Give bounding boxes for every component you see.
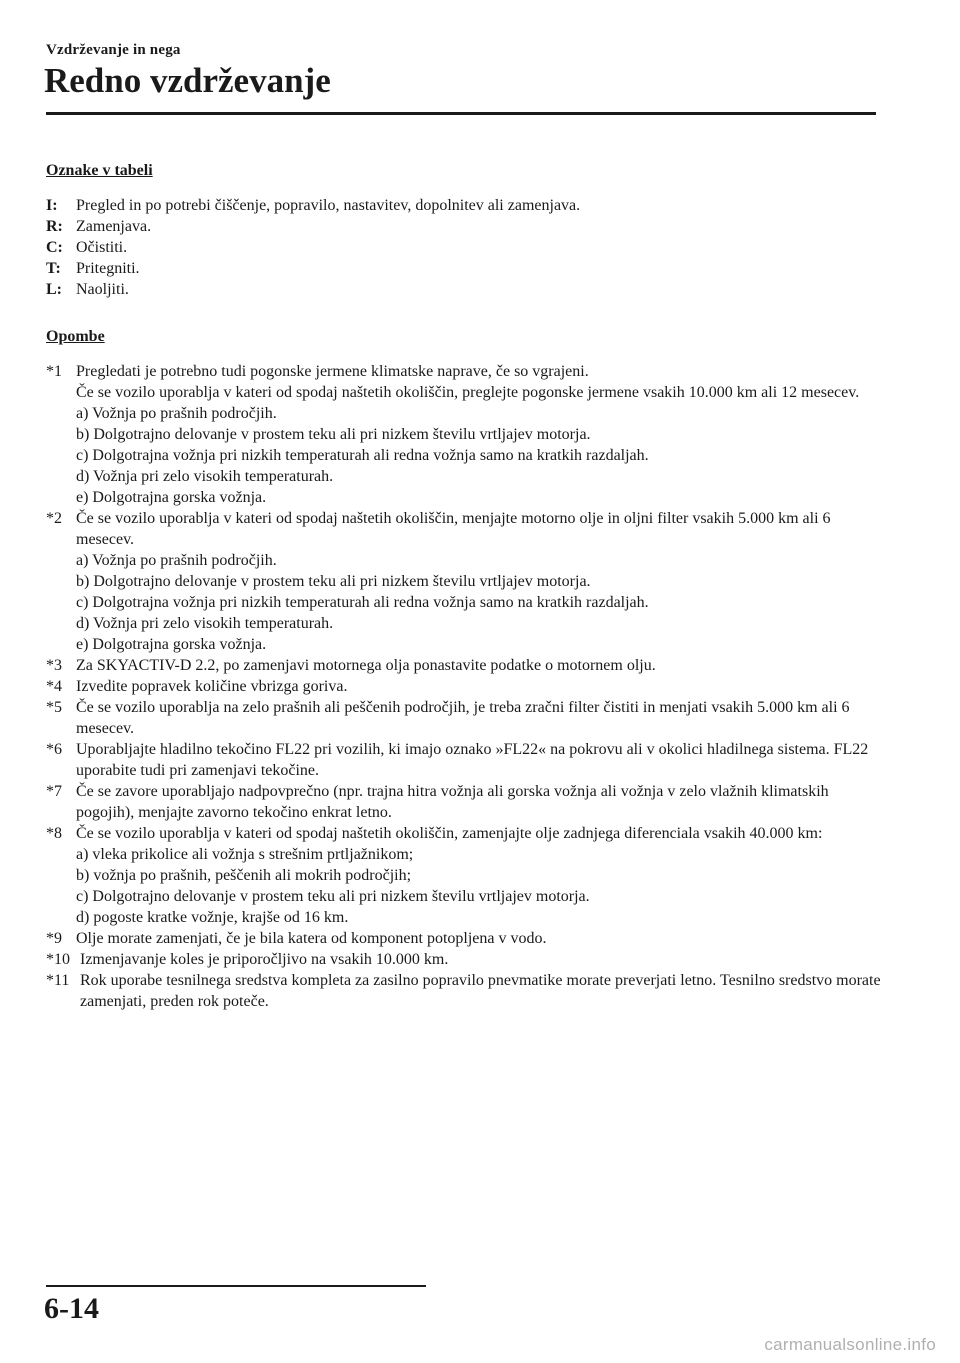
- legend-key: R:: [46, 218, 63, 235]
- legend-item: [46, 279, 886, 300]
- note-line: b) Dolgotrajno delovanje v prostem teku ali pri nizkem številu vrtljajev motorja.: [76, 573, 591, 590]
- watermark: carmanualsonline.info: [764, 1335, 936, 1354]
- content: [46, 160, 886, 1012]
- legend-text: Zamenjava.: [76, 218, 152, 235]
- note-line: b) Dolgotrajno delovanje v prostem teku ali pri nizkem številu vrtljajev motorja.: [76, 426, 591, 443]
- note-item: [46, 739, 886, 781]
- note-line: e) Dolgotrajna gorska vožnja.: [76, 489, 267, 506]
- legend-item: [46, 195, 886, 216]
- note-line: d) Vožnja pri zelo visokih temperaturah.: [76, 615, 334, 632]
- note-item: [46, 655, 886, 676]
- note-body: [76, 739, 886, 781]
- note-line: Izvedite popravek količine vbrizga goriva.: [76, 678, 348, 695]
- note-body: [76, 361, 886, 508]
- note-key: *5: [46, 699, 62, 716]
- note-line: Izmenjavanje koles je priporočljivo na vsakih 10.000 km.: [80, 951, 449, 968]
- page-number: 6-14: [44, 1292, 99, 1325]
- note-body: [80, 949, 886, 970]
- note-item: [46, 781, 886, 823]
- note-line: Če se vozilo uporablja na zelo prašnih ali peščenih področjih, je treba zračni filter čistiti in menjati vsakih 5.000 km ali 6 mesecev.: [76, 699, 850, 737]
- note-key: *3: [46, 657, 62, 674]
- note-item: [46, 508, 886, 655]
- note-key: *7: [46, 783, 62, 800]
- note-line: Če se vozilo uporablja v kateri od spodaj naštetih okoliščin, preglejte pogonske jermene vsakih 10.000 km ali 12 mesecev.: [76, 384, 860, 401]
- legend-text: Pregled in po potrebi čiščenje, popravilo, nastavitev, dopolnitev ali zamenjava.: [76, 197, 581, 214]
- note-item: [46, 676, 886, 697]
- note-line: Olje morate zamenjati, če je bila katera od komponent potopljena v vodo.: [76, 930, 547, 947]
- note-line: e) Dolgotrajna gorska vožnja.: [76, 636, 267, 653]
- note-line: b) vožnja po prašnih, peščenih ali mokrih področjih;: [76, 867, 412, 884]
- legend-key: L:: [46, 281, 62, 298]
- legend-list: [46, 195, 886, 300]
- legend-item: [46, 237, 886, 258]
- section-label: Vzdrževanje in nega: [46, 42, 181, 58]
- note-key: *4: [46, 678, 62, 695]
- legend-key: I:: [46, 197, 58, 214]
- note-line: d) Vožnja pri zelo visokih temperaturah.: [76, 468, 334, 485]
- note-line: c) Dolgotrajna vožnja pri nizkih temperaturah ali redna vožnja samo na kratkih razdaljah.: [76, 447, 649, 464]
- notes-heading: Opombe: [46, 328, 105, 345]
- note-line: Če se vozilo uporablja v kateri od spodaj naštetih okoliščin, menjajte motorno olje in oljni filter vsakih 5.000 km ali 6 mesecev.: [76, 510, 831, 548]
- note-line: d) pogoste kratke vožnje, krajše od 16 km.: [76, 909, 349, 926]
- note-body: [76, 676, 886, 697]
- legend-item: [46, 258, 886, 279]
- note-line: Pregledati je potrebno tudi pogonske jermene klimatske naprave, če so vgrajeni.: [76, 363, 589, 380]
- note-line: c) Dolgotrajna vožnja pri nizkih temperaturah ali redna vožnja samo na kratkih razdaljah.: [76, 594, 649, 611]
- note-body: [76, 823, 886, 928]
- legend-item: [46, 216, 886, 237]
- title-divider: [46, 112, 876, 115]
- note-key: *8: [46, 825, 62, 842]
- page-title: Redno vzdrževanje: [44, 61, 331, 100]
- note-key: *9: [46, 930, 62, 947]
- footer-divider: [46, 1285, 426, 1287]
- note-item: [46, 949, 886, 970]
- legend-text: Naoljiti.: [76, 281, 129, 298]
- legend-text: Očistiti.: [76, 239, 128, 256]
- note-item: [46, 928, 886, 949]
- legend-key: T:: [46, 260, 61, 277]
- legend-key: C:: [46, 239, 63, 256]
- note-line: Rok uporabe tesnilnega sredstva kompleta za zasilno popravilo pnevmatike morate preverjati letno. Tesnilno sredstvo morate zamenjati, preden rok poteče.: [80, 972, 881, 1010]
- note-body: [76, 655, 886, 676]
- note-line: a) vleka prikolice ali vožnja s strešnim prtljažnikom;: [76, 846, 414, 863]
- note-line: Uporabljajte hladilno tekočino FL22 pri vozilih, ki imajo oznako »FL22« na pokrovu ali v okolici hladilnega sistema. FL22 uporabite tudi pri zamenjavi tekočine.: [76, 741, 869, 779]
- note-key: *6: [46, 741, 62, 758]
- note-item: [46, 970, 886, 1012]
- legend-heading: Oznake v tabeli: [46, 162, 153, 179]
- note-body: [76, 928, 886, 949]
- legend-text: Pritegniti.: [76, 260, 140, 277]
- note-body: [80, 970, 886, 1012]
- note-item: [46, 823, 886, 928]
- note-line: c) Dolgotrajno delovanje v prostem teku ali pri nizkem številu vrtljajev motorja.: [76, 888, 590, 905]
- note-line: Če se vozilo uporablja v kateri od spodaj naštetih okoliščin, zamenjajte olje zadnjega diferenciala vsakih 40.000 km:: [76, 825, 823, 842]
- notes-list: [46, 361, 886, 1012]
- note-line: Za SKYACTIV-D 2.2, po zamenjavi motornega olja ponastavite podatke o motornem olju.: [76, 657, 656, 674]
- note-body: [76, 508, 886, 655]
- note-key: *2: [46, 510, 62, 527]
- note-body: [76, 781, 886, 823]
- note-line: a) Vožnja po prašnih področjih.: [76, 405, 277, 422]
- note-body: [76, 697, 886, 739]
- note-key: *1: [46, 363, 62, 380]
- note-key: *10: [46, 951, 70, 968]
- note-item: [46, 361, 886, 508]
- note-item: [46, 697, 886, 739]
- note-key: *11: [46, 972, 70, 989]
- note-line: Če se zavore uporabljajo nadpovprečno (npr. trajna hitra vožnja ali gorska vožnja ali vožnja v zelo vlažnih klimatskih pogojih), menjajte zavorno tekočino enkrat letno.: [76, 783, 829, 821]
- note-line: a) Vožnja po prašnih področjih.: [76, 552, 277, 569]
